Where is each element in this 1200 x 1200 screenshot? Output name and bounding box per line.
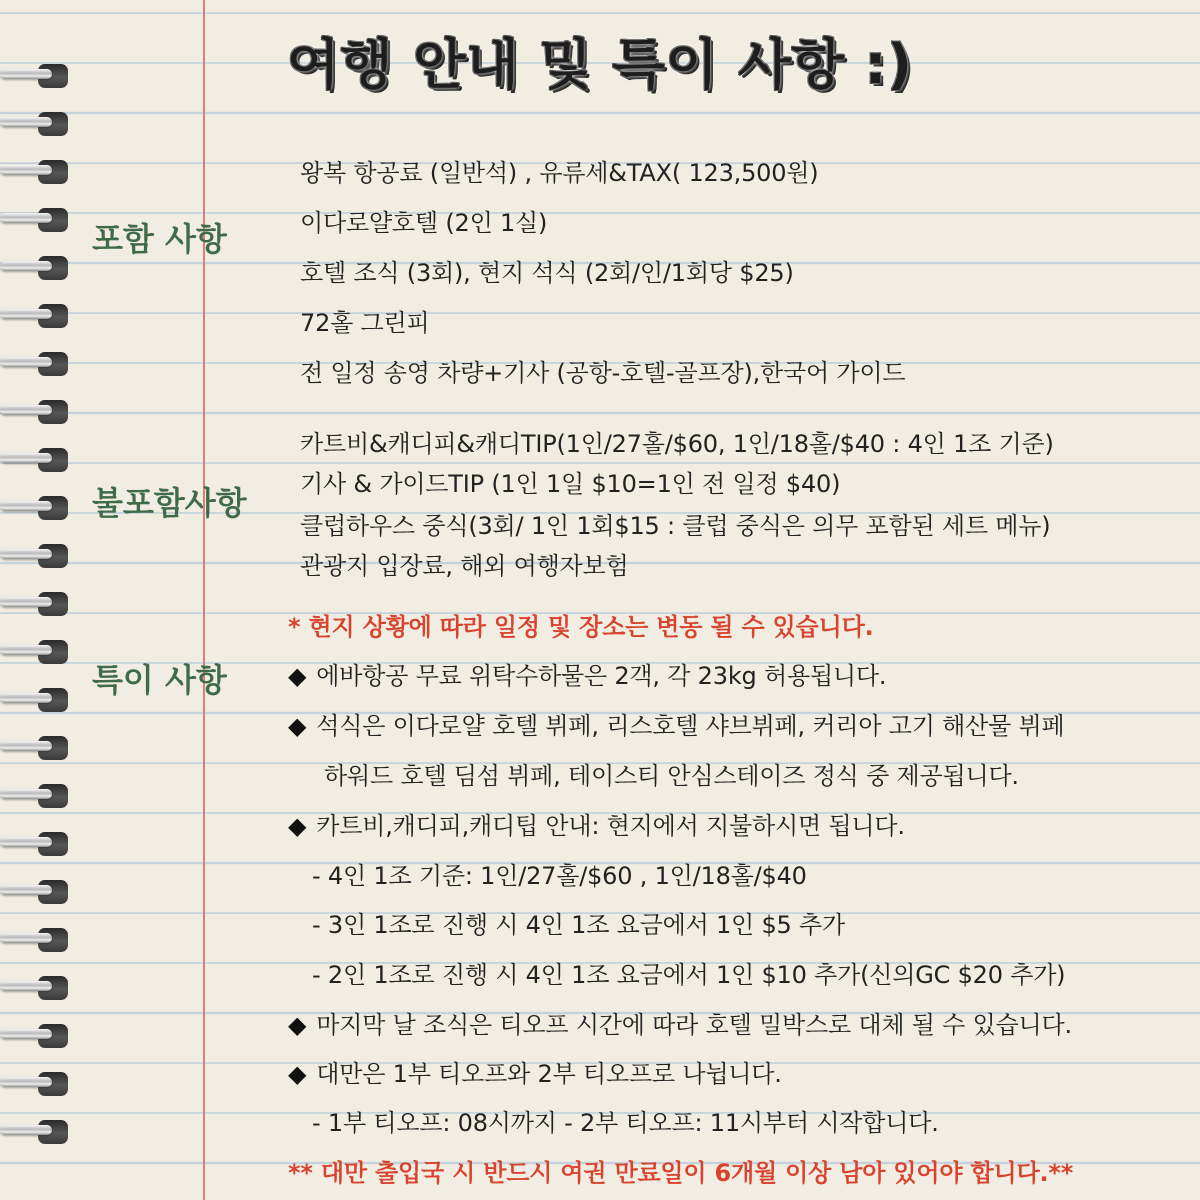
- binding-ring-icon: [0, 542, 72, 568]
- binding-ring-icon: [0, 398, 72, 424]
- margin-line: [203, 0, 205, 1200]
- included-item: 왕복 항공료 (일반석) , 유류세&TAX( 123,500원): [300, 159, 819, 187]
- binding-ring-icon: [0, 1118, 72, 1144]
- included-item: 호텔 조식 (3회), 현지 석식 (2회/인/1회당 $25): [300, 259, 794, 287]
- included-item: 전 일정 송영 차량+기사 (공항-호텔-골프장),한국어 가이드: [300, 359, 906, 387]
- ring-wire: [0, 501, 52, 511]
- binding-ring-icon: [0, 926, 72, 952]
- notice-bottom: ** 대만 출입국 시 반드시 여권 만료일이 6개월 이상 남아 있어야 합니다.**: [288, 1159, 1074, 1187]
- ring-wire: [0, 933, 52, 943]
- binding-ring-icon: [0, 494, 72, 520]
- ring-wire: [0, 357, 52, 367]
- notes-subitem: - 4인 1조 기준: 1인/27홀/$60 , 1인/18홀/$40: [312, 862, 807, 890]
- included-item: 이다로얄호텔 (2인 1실): [300, 209, 548, 237]
- notes-subitem: - 3인 1조로 진행 시 4인 1조 요금에서 1인 $5 추가: [312, 911, 845, 939]
- ring-wire: [0, 453, 52, 463]
- binding-ring-icon: [0, 686, 72, 712]
- notes-subitem: - 2인 1조로 진행 시 4인 1조 요금에서 1인 $10 추가(신의GC $20 추가): [312, 961, 1066, 989]
- binding-ring-icon: [0, 110, 72, 136]
- binding-ring-icon: [0, 158, 72, 184]
- excluded-item: 기사 & 가이드TIP (1인 1일 $10=1인 전 일정 $40): [300, 470, 841, 498]
- diamond-bullet-icon: ◆: [288, 812, 307, 840]
- binding-ring-icon: [0, 878, 72, 904]
- ring-wire: [0, 117, 52, 127]
- section-label-included: 포함 사항: [92, 220, 227, 258]
- included-item: 72홀 그린피: [300, 309, 430, 337]
- ring-wire: [0, 789, 52, 799]
- binding-ring-icon: [0, 206, 72, 232]
- notes-item: [288, 806, 905, 841]
- notes-item: [288, 1054, 782, 1089]
- binding-ring-icon: [0, 302, 72, 328]
- binding-ring-icon: [0, 974, 72, 1000]
- ring-wire: [0, 213, 52, 223]
- excluded-item: 클럽하우스 중식(3회/ 1인 1회$15 : 클럽 중식은 의무 포함된 세트 메뉴): [300, 512, 1051, 540]
- section-label-excluded: 불포함사항: [92, 484, 247, 522]
- notes-item: [288, 1005, 1072, 1040]
- diamond-bullet-icon: ◆: [288, 1011, 307, 1039]
- binding-ring-icon: [0, 782, 72, 808]
- notes-item: [288, 656, 886, 691]
- ring-wire: [0, 549, 52, 559]
- ring-wire: [0, 597, 52, 607]
- notice-top: * 현지 상황에 따라 일정 및 장소는 변동 될 수 있습니다.: [288, 613, 874, 641]
- ring-wire: [0, 645, 52, 655]
- ring-wire: [0, 261, 52, 271]
- page-title: 여행 안내 및 특이 사항 :): [287, 33, 913, 96]
- ring-wire: [0, 885, 52, 895]
- notes-item-continuation: 하워드 호텔 딤섬 뷔페, 테이스티 안심스테이즈 정식 중 제공됩니다.: [324, 762, 1019, 790]
- ring-wire: [0, 1077, 52, 1087]
- notes-item-text: 에바항공 무료 위탁수하물은 2객, 각 23kg 허용됩니다.: [316, 662, 887, 690]
- notes-item-text: 석식은 이다로얄 호텔 뷔페, 리스호텔 샤브뷔페, 커리아 고기 해산물 뷔페: [316, 712, 1065, 740]
- binding-ring-icon: [0, 1070, 72, 1096]
- diamond-bullet-icon: ◆: [288, 712, 307, 740]
- ring-wire: [0, 309, 52, 319]
- notes-item-text: 카트비,캐디피,캐디팁 안내: 현지에서 지불하시면 됩니다.: [316, 812, 905, 840]
- binding-ring-icon: [0, 734, 72, 760]
- diamond-bullet-icon: ◆: [288, 662, 307, 690]
- binding-ring-icon: [0, 446, 72, 472]
- notes-item-text: 대만은 1부 티오프와 2부 티오프로 나뉩니다.: [316, 1060, 782, 1088]
- binding-ring-icon: [0, 350, 72, 376]
- binding-ring-icon: [0, 590, 72, 616]
- excluded-item: 카트비&캐디피&캐디TIP(1인/27홀/$60, 1인/18홀/$40 : 4인 1조 기준): [300, 430, 1054, 458]
- ring-wire: [0, 693, 52, 703]
- notes-item-text: 마지막 날 조식은 티오프 시간에 따라 호텔 밀박스로 대체 될 수 있습니다.: [316, 1011, 1072, 1039]
- notes-subitem: - 1부 티오프: 08시까지 - 2부 티오프: 11시부터 시작합니다.: [312, 1109, 939, 1137]
- ring-wire: [0, 837, 52, 847]
- ring-wire: [0, 165, 52, 175]
- binding-ring-icon: [0, 1022, 72, 1048]
- binding-ring-icon: [0, 830, 72, 856]
- ring-wire: [0, 1125, 52, 1135]
- binding-ring-icon: [0, 638, 72, 664]
- ring-wire: [0, 741, 52, 751]
- ring-wire: [0, 405, 52, 415]
- spiral-binding: [0, 0, 80, 1200]
- section-label-notes: 특이 사항: [92, 661, 227, 699]
- notes-item: [288, 706, 1065, 741]
- diamond-bullet-icon: ◆: [288, 1060, 307, 1088]
- ring-wire: [0, 981, 52, 991]
- binding-ring-icon: [0, 254, 72, 280]
- ring-wire: [0, 1029, 52, 1039]
- excluded-item: 관광지 입장료, 해외 여행자보험: [300, 552, 629, 580]
